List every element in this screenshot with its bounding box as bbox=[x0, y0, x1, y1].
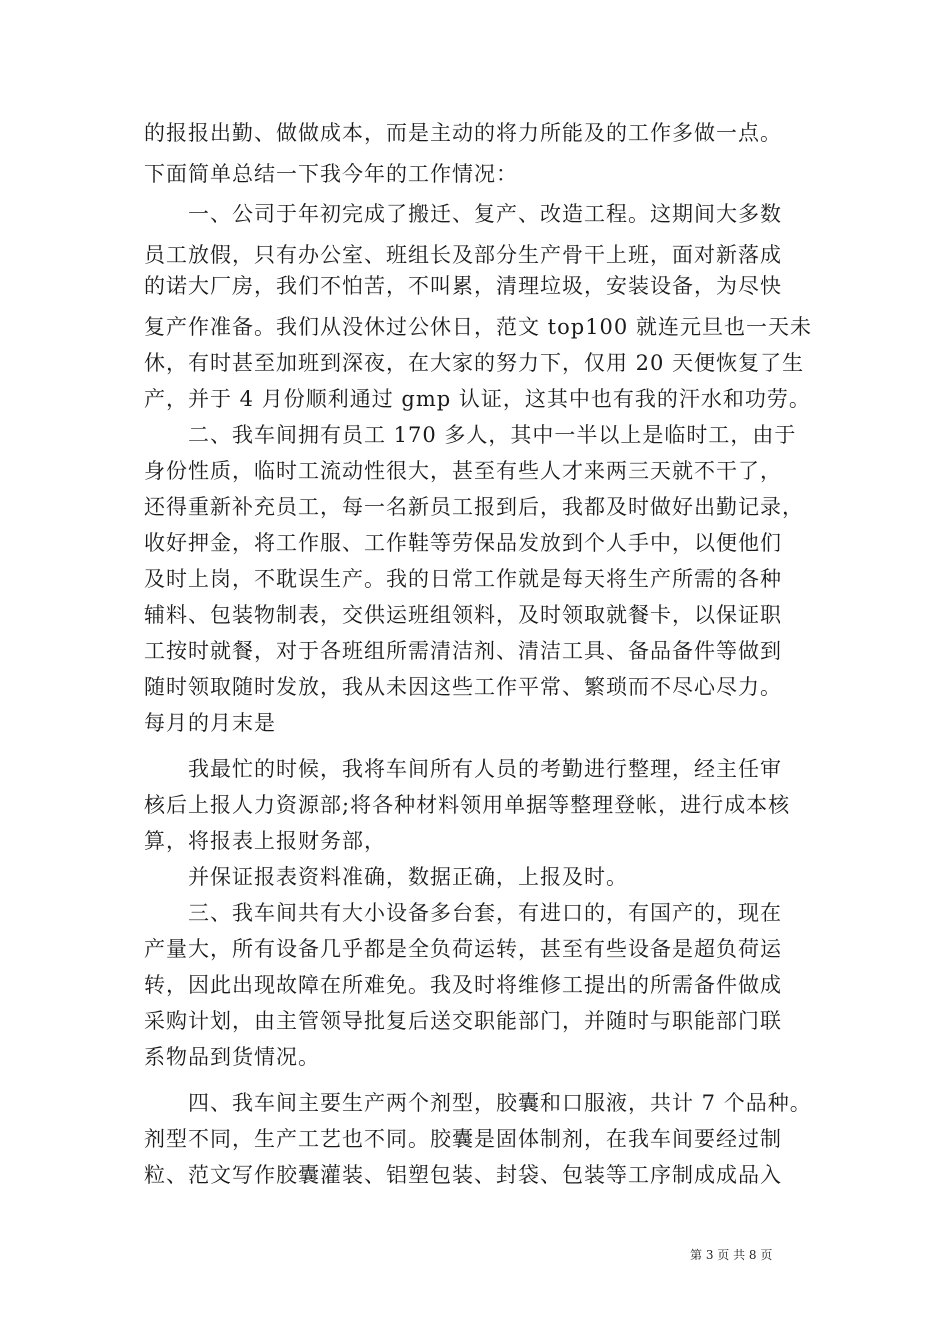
text-line: 收好押金，将工作服、工作鞋等劳保品发放到个人手中，以便他们 bbox=[144, 531, 782, 555]
text-line: 二、我车间拥有员工 170 多人，其中一半以上是临时工，由于 bbox=[144, 423, 797, 447]
text-line: 辅料、包装物制表，交供运班组领料，及时领取就餐卡，以保证职 bbox=[144, 603, 782, 627]
text-line: 的诺大厂房，我们不怕苦，不叫累，清理垃圾，安装设备，为尽快 bbox=[144, 274, 782, 298]
text-line: 核后上报人力资源部;将各种材料领用单据等整理登帐，进行成本核 bbox=[144, 793, 791, 817]
text-line: 四、我车间主要生产两个剂型，胶囊和口服液，共计 7 个品种。 bbox=[144, 1091, 812, 1115]
text-line: 下面简单总结一下我今年的工作情况： bbox=[144, 162, 518, 186]
text-line: 剂型不同，生产工艺也不同。胶囊是固体制剂，在我车间要经过制 bbox=[144, 1127, 782, 1151]
page-number-footer: 第 3 页 共 8 页 bbox=[690, 1248, 773, 1262]
text-line: 身份性质，临时工流动性很大，甚至有些人才来两三天就不干了， bbox=[144, 459, 782, 483]
text-line: 我最忙的时候，我将车间所有人员的考勤进行整理，经主任审 bbox=[144, 757, 782, 781]
text-line: 一、公司于年初完成了搬迁、复产、改造工程。这期间大多数 bbox=[144, 202, 782, 226]
text-line: 每月的月末是 bbox=[144, 711, 276, 735]
text-line: 及时上岗，不耽误生产。我的日常工作就是每天将生产所需的各种 bbox=[144, 567, 782, 591]
text-line: 三、我车间共有大小设备多台套，有进口的，有国产的，现在 bbox=[144, 901, 782, 925]
text-line: 产，并于 4 月份顺利通过 gmp 认证，这其中也有我的汗水和功劳。 bbox=[144, 387, 811, 411]
text-line: 的报报出勤、做做成本，而是主动的将力所能及的工作多做一点。 bbox=[144, 121, 782, 145]
text-line: 转，因此出现故障在所难免。我及时将维修工提出的所需备件做成 bbox=[144, 973, 782, 997]
text-line: 并保证报表资料准确，数据正确，上报及时。 bbox=[144, 865, 628, 889]
text-line: 粒、范文写作胶囊灌装、铝塑包装、封袋、包装等工序制成成品入 bbox=[144, 1163, 782, 1187]
text-line: 还得重新补充员工，每一名新员工报到后，我都及时做好出勤记录， bbox=[144, 495, 804, 519]
text-line: 工按时就餐，对于各班组所需清洁剂、清洁工具、备品备件等做到 bbox=[144, 639, 782, 663]
text-line: 系物品到货情况。 bbox=[144, 1045, 320, 1069]
text-line: 算，将报表上报财务部， bbox=[144, 829, 386, 853]
text-line: 复产作准备。我们从没休过公休日，范文 top100 就连元旦也一天未 bbox=[144, 315, 812, 339]
text-line: 休，有时甚至加班到深夜，在大家的努力下，仅用 20 天便恢复了生 bbox=[144, 351, 805, 375]
text-line: 采购计划，由主管领导批复后送交职能部门，并随时与职能部门联 bbox=[144, 1009, 782, 1033]
text-line: 随时领取随时发放，我从未因这些工作平常、繁琐而不尽心尽力。 bbox=[144, 675, 782, 699]
text-line: 员工放假，只有办公室、班组长及部分生产骨干上班，面对新落成 bbox=[144, 243, 782, 267]
text-line: 产量大，所有设备几乎都是全负荷运转，甚至有些设备是超负荷运 bbox=[144, 937, 782, 961]
